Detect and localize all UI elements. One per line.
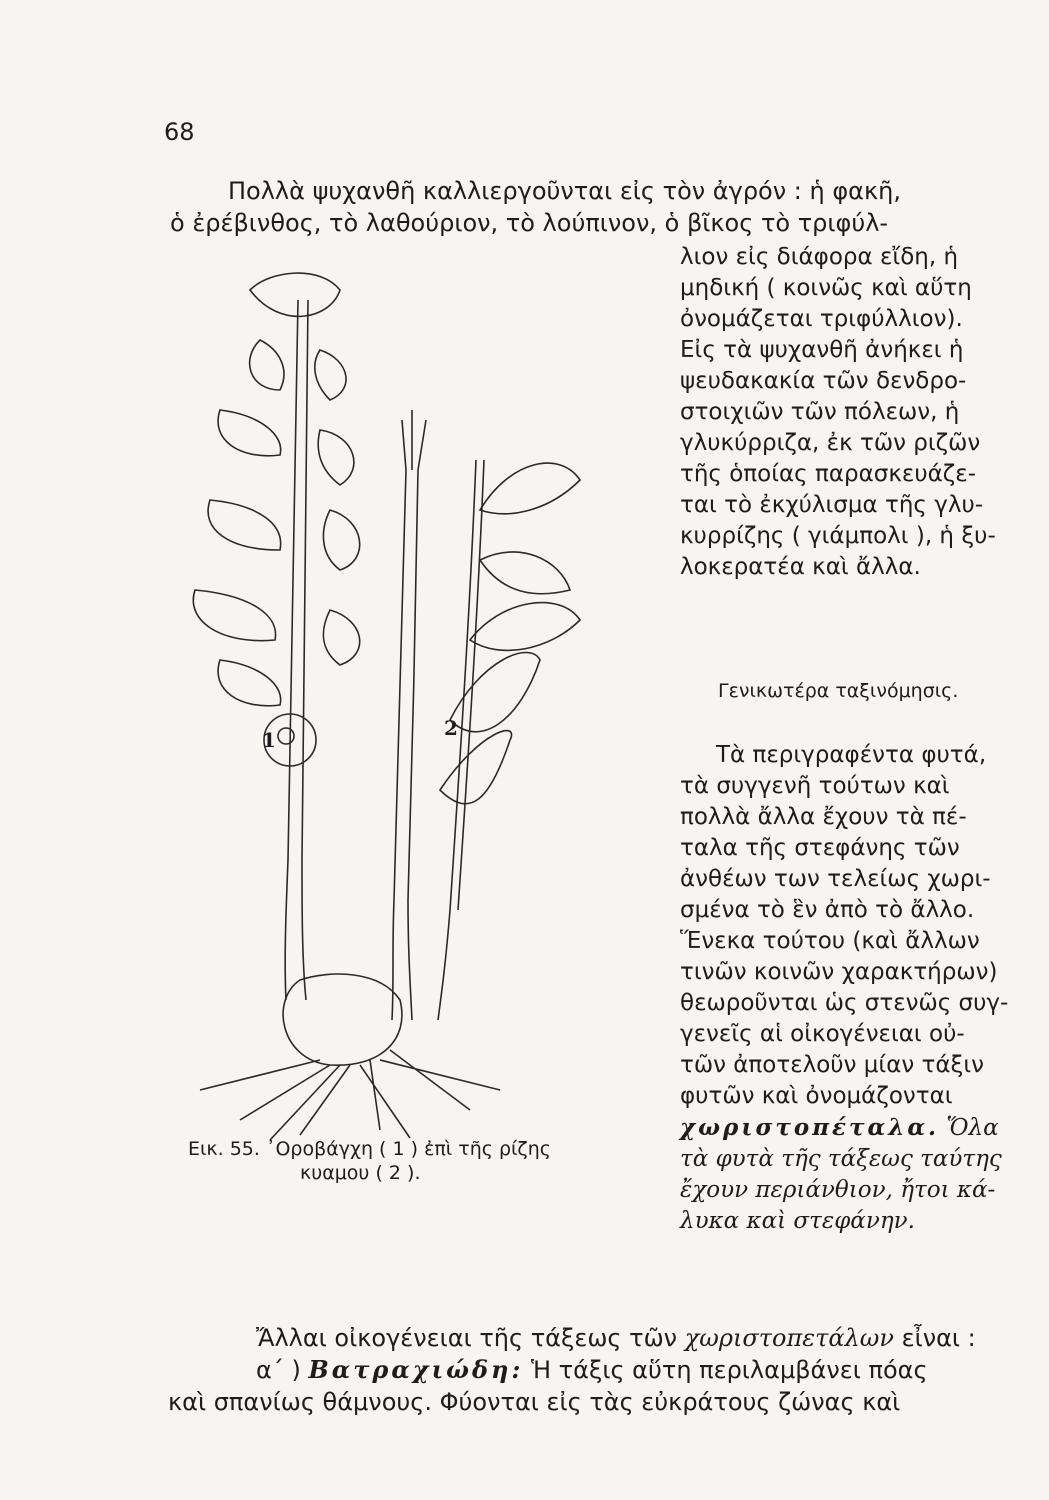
text-line: ταλα τῆς στεφάνης τῶν [680, 835, 960, 861]
text-line: τῆς ὁποίας παρασκευάζε- [680, 461, 977, 487]
text-line: στοιχιῶν τῶν πόλεων, ἡ [680, 399, 960, 425]
text-line: Εἰς τὰ ψυχανθῆ ἀνήκει ἡ [680, 337, 964, 363]
page-number: 68 [164, 118, 195, 146]
text-line: τῶν ἀποτελοῦν μίαν τάξιν [680, 1052, 984, 1078]
text-line: σμένα τὸ ἓν ἀπὸ τὸ ἄλλο. [680, 897, 975, 923]
text-line: πολλὰ ἄλλα ἔχουν τὰ πέ- [680, 804, 967, 830]
text-line: γλυκύρριζα, ἐκ τῶν ριζῶν [680, 430, 981, 456]
text-line: λιον εἰς διάφορα εἴδη, ἡ [680, 244, 959, 270]
text-line: Ἕνεκα τούτου (καὶ ἄλλων [680, 928, 980, 954]
text-line [168, 1322, 1049, 1354]
caption-line-2: κυαμου ( 2 ). [300, 1162, 421, 1184]
text-line: λοκερατέα καὶ ἄλλα. [680, 554, 921, 580]
text-line: λυκα καὶ στεφάνην. [680, 1208, 915, 1234]
plant-illustration [180, 260, 660, 1140]
section-heading: Γενικωτέρα ταξινόμησις. [718, 680, 959, 702]
text-line: θεωροῦνται ὡς στενῶς συγ- [680, 990, 1009, 1016]
caption-line-1: Εικ. 55. ᾿Οροβάγχη ( 1 ) ἐπὶ τῆς ρίζης [188, 1138, 551, 1160]
text-line: ὀνομάζεται τριφύλλιον). [680, 306, 963, 332]
bottom-paragraph [168, 1322, 1049, 1418]
text-line: ται τὸ ἐκχύλισμα τῆς γλυ- [680, 492, 984, 518]
text-line: καὶ σπανίως θάμνους. Φύονται εἰς τὰς εὐκράτους ζώνας καὶ [168, 1388, 901, 1416]
text-line: τὰ φυτὰ τῆς τάξεως ταύτης [680, 1146, 1002, 1172]
text-line: τὰ συγγενῆ τούτων καὶ [680, 773, 950, 799]
italic-term: χωριστοπετάλων [684, 1324, 894, 1352]
classification-term: χωριστοπέταλα. [680, 1114, 940, 1141]
figure-caption [188, 1137, 668, 1185]
text-span: α΄ ) [256, 1356, 309, 1384]
text-line: κυρρίζης ( γιάμπολι ), ἡ ξυ- [680, 523, 996, 549]
intro-line-2: ὁ ἐρέβινθος, τὸ λαθούριον, τὸ λούπινον, ὁ βῖκος τὸ τριφύλ- [170, 209, 889, 237]
text-line: Τὰ περιγραφέντα φυτά, [716, 742, 987, 768]
text-line [168, 1354, 1049, 1386]
text-line: τινῶν κοινῶν χαρακτήρων) [680, 959, 998, 985]
text-line: ψευδακακία τῶν δενδρο- [680, 368, 967, 394]
intro-line-1: Πολλὰ ψυχανθῆ καλλιεργοῦνται εἰς τὸν ἀγρόν : ἡ φακῆ, [228, 177, 901, 205]
text-line: φυτῶν καὶ ὀνομάζονται [680, 1083, 953, 1109]
classification-text: Ὅλα [946, 1115, 999, 1141]
text-span: Ἄλλαι οἰκογένειαι τῆς τάξεως τῶν [256, 1324, 685, 1352]
figure-label-1: 1 [262, 728, 276, 752]
classification-line [680, 1112, 1049, 1144]
text-span: Ἡ τάξις αὕτη περιλαμβάνει πόας [523, 1356, 928, 1384]
text-span: εἶναι : [893, 1324, 976, 1352]
text-line: μηδική ( κοινῶς καὶ αὕτη [680, 275, 972, 301]
bold-term: Βατραχιώδη: [308, 1355, 524, 1384]
figure-label-2: 2 [444, 716, 458, 740]
right-column-top [680, 242, 1049, 583]
text-line: ἀνθέων των τελείως χωρι- [680, 866, 991, 892]
text-line: ἔχουν περιάνθιον, ἤτοι κά- [680, 1177, 996, 1203]
text-line: γενεῖς αἱ οἰκογένειαι οὐ- [680, 1021, 965, 1047]
right-column-bottom [680, 740, 1049, 1237]
